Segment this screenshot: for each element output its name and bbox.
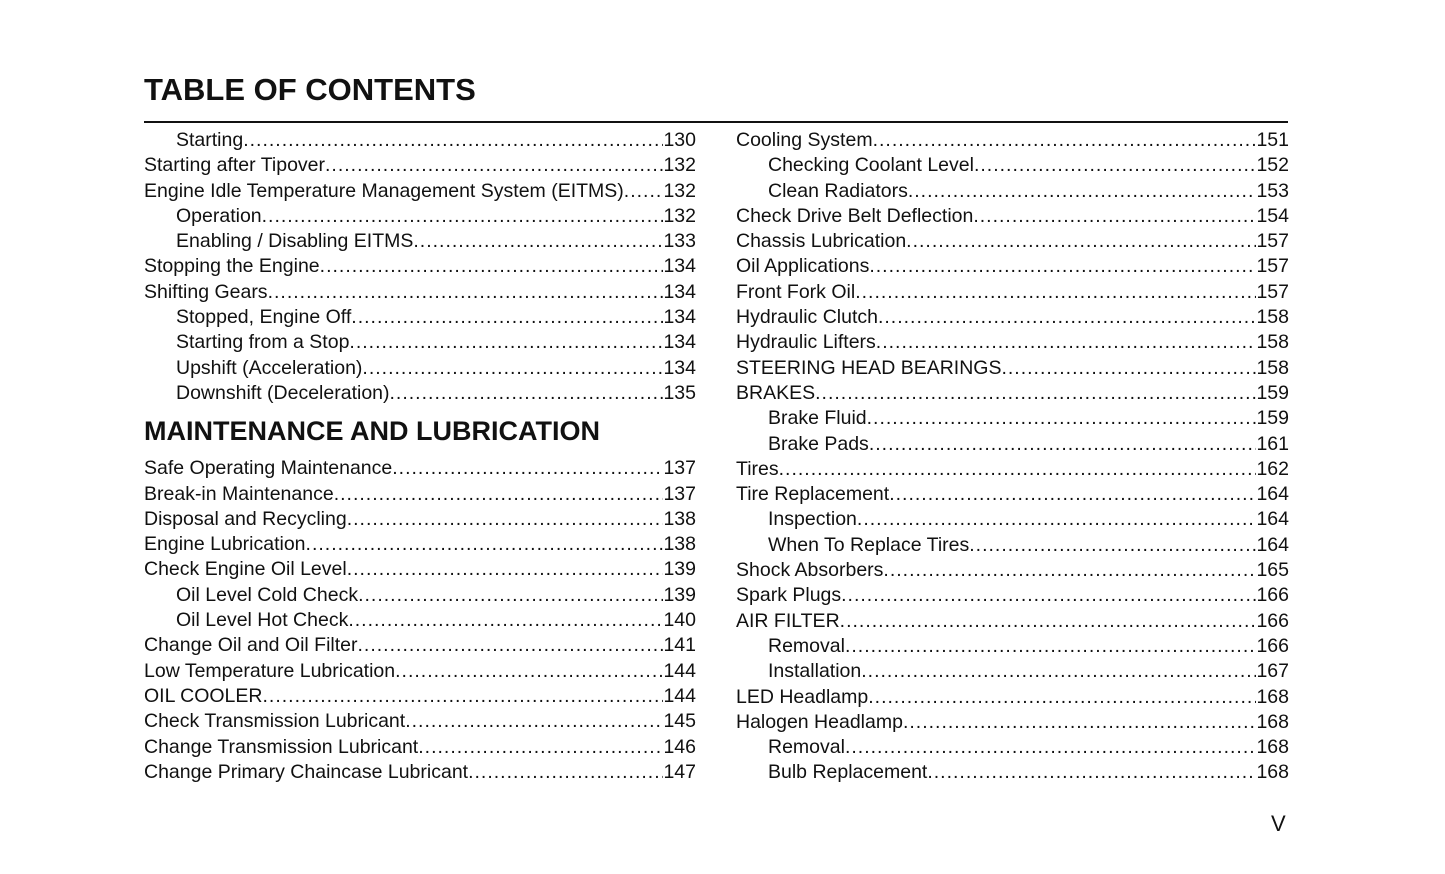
toc-entry-page-number: 162 (1256, 457, 1289, 480)
dot-leader (347, 557, 664, 582)
dot-leader (867, 406, 1257, 431)
toc-entry-label: Oil Applications (736, 255, 870, 278)
dot-leader (974, 153, 1256, 178)
toc-entry[interactable] (736, 381, 1289, 406)
dot-leader (262, 684, 663, 709)
toc-entry[interactable] (144, 254, 696, 279)
dot-leader (349, 330, 663, 355)
toc-entry[interactable] (736, 659, 1289, 684)
toc-entry-label: Front Fork Oil (736, 280, 856, 303)
toc-entry-page-number: 137 (663, 457, 696, 480)
toc-entry-label: Change Primary Chaincase Lubricant (144, 760, 469, 783)
toc-entry-label: Hydraulic Lifters (736, 331, 876, 354)
toc-entry-page-number: 151 (1256, 129, 1289, 151)
toc-entry-label: Shifting Gears (144, 280, 268, 303)
toc-entry-page-number: 165 (1256, 559, 1289, 582)
toc-entry-page-number: 168 (1256, 761, 1289, 784)
dot-leader (268, 280, 664, 305)
page-number: V (1271, 811, 1286, 836)
toc-entry-label: Halogen Headlamp (736, 710, 903, 733)
toc-entry-page-number: 139 (663, 558, 696, 581)
dot-leader (413, 229, 663, 254)
toc-entry[interactable] (736, 507, 1289, 532)
toc-entry-label: Break-in Maintenance (144, 482, 334, 505)
toc-entry[interactable] (736, 583, 1289, 608)
toc-entry[interactable] (144, 507, 696, 532)
toc-entry-page-number: 152 (1256, 154, 1289, 177)
toc-entry-label: Enabling / Disabling EITMS (176, 230, 414, 253)
toc-left-column (144, 128, 696, 785)
toc-entry[interactable] (736, 229, 1289, 254)
toc-entry-label: Change Oil and Oil Filter (144, 634, 358, 657)
dot-leader (468, 760, 663, 785)
dot-leader (878, 305, 1256, 330)
toc-entry-label: Engine Idle Temperature Management System (EITMS) (144, 179, 624, 202)
toc-entry-label: Removal (768, 736, 845, 759)
toc-entry-page-number: 159 (1256, 407, 1289, 430)
toc-entry-label: Installation (768, 660, 862, 683)
dot-leader (347, 507, 664, 532)
toc-entry[interactable] (144, 305, 696, 330)
toc-entry-page-number: 138 (663, 533, 696, 556)
toc-entry-label: AIR FILTER (736, 609, 840, 632)
dot-leader (348, 608, 663, 633)
toc-entry[interactable] (144, 456, 696, 481)
toc-entry[interactable] (144, 204, 696, 229)
toc-group-maintenance-continued (736, 128, 1289, 786)
toc-entry[interactable] (736, 735, 1289, 760)
toc-entry-label: When To Replace Tires (768, 533, 970, 556)
toc-entry-label: Engine Lubrication (144, 533, 306, 556)
toc-entry-page-number: 157 (1256, 230, 1289, 253)
toc-entry[interactable] (736, 305, 1289, 330)
dot-leader (320, 254, 664, 279)
toc-entry[interactable] (144, 557, 696, 582)
toc-entry-page-number: 157 (1256, 280, 1289, 303)
dot-leader (405, 709, 663, 734)
toc-entry-page-number: 167 (1256, 660, 1289, 683)
toc-entry[interactable] (736, 179, 1289, 204)
toc-entry-label: Starting after Tipover (144, 154, 326, 177)
dot-leader (624, 179, 664, 204)
toc-entry[interactable] (736, 760, 1289, 785)
dot-leader (815, 381, 1256, 406)
toc-entry[interactable] (144, 153, 696, 178)
toc-entry-page-number: 166 (1256, 609, 1289, 632)
toc-entry-label: Check Engine Oil Level (144, 558, 347, 581)
toc-entry-page-number: 144 (663, 684, 696, 707)
dot-leader (868, 685, 1256, 710)
toc-entry[interactable] (144, 330, 696, 355)
toc-entry-page-number: 168 (1256, 736, 1289, 759)
toc-entry-page-number: 158 (1256, 306, 1289, 329)
toc-entry-label: Starting from a Stop (176, 331, 350, 354)
section-heading-maintenance: MAINTENANCE AND LUBRICATION (144, 416, 600, 447)
toc-entry[interactable] (144, 280, 696, 305)
dot-leader (362, 356, 663, 381)
toc-entry-page-number: 132 (663, 204, 696, 227)
toc-entry-page-number: 164 (1256, 508, 1289, 531)
toc-entry-page-number: 159 (1256, 381, 1289, 404)
toc-entry[interactable] (736, 710, 1289, 735)
dot-leader (973, 204, 1256, 229)
dot-leader (906, 229, 1256, 254)
toc-entry[interactable] (144, 356, 696, 381)
toc-entry-label: Clean Radiators (768, 179, 908, 202)
toc-entry-page-number: 147 (663, 760, 696, 783)
toc-entry[interactable] (144, 128, 696, 153)
toc-entry-page-number: 130 (663, 129, 696, 151)
dot-leader (418, 735, 663, 760)
toc-entry-page-number: 138 (663, 507, 696, 530)
toc-entry-label: OIL COOLER (144, 684, 263, 707)
toc-entry[interactable] (144, 709, 696, 734)
toc-entry[interactable] (736, 432, 1289, 457)
dot-leader (395, 659, 663, 684)
toc-entry-label: Starting (176, 129, 244, 151)
toc-entry[interactable] (144, 608, 696, 633)
toc-entry[interactable] (144, 381, 696, 406)
toc-entry[interactable] (144, 229, 696, 254)
toc-entry[interactable] (144, 760, 696, 785)
toc-entry-page-number: 132 (663, 179, 696, 202)
toc-entry-page-number: 154 (1256, 204, 1289, 227)
toc-entry[interactable] (736, 254, 1289, 279)
toc-entry-page-number: 145 (663, 710, 696, 733)
toc-entry[interactable] (736, 128, 1289, 153)
dot-leader (845, 735, 1257, 760)
toc-entry[interactable] (736, 280, 1289, 305)
dot-leader (855, 280, 1256, 305)
toc-entry-label: Bulb Replacement (768, 761, 928, 784)
toc-entry[interactable] (144, 659, 696, 684)
toc-entry-label: Check Drive Belt Deflection (736, 204, 974, 227)
toc-entry[interactable] (144, 633, 696, 658)
toc-entry-label: Downshift (Deceleration) (176, 381, 390, 404)
dot-leader (390, 381, 664, 406)
dot-leader (889, 482, 1256, 507)
dot-leader (1001, 356, 1256, 381)
toc-entry-page-number: 157 (1256, 255, 1289, 278)
toc-entry[interactable] (736, 330, 1289, 355)
toc-entry-label: BRAKES (736, 381, 816, 404)
toc-entry-label: Removal (768, 634, 845, 657)
toc-entry[interactable] (736, 634, 1289, 659)
toc-entry-label: Stopped, Engine Off (176, 306, 352, 329)
dot-leader (334, 482, 664, 507)
toc-entry-label: Brake Fluid (768, 407, 867, 430)
toc-entry-label: Checking Coolant Level (768, 154, 974, 177)
toc-entry[interactable] (736, 609, 1289, 634)
dot-leader (841, 583, 1256, 608)
toc-entry[interactable] (736, 533, 1289, 558)
toc-entry-page-number: 134 (663, 356, 696, 379)
dot-leader (869, 432, 1257, 457)
toc-entry-label: STEERING HEAD BEARINGS (736, 356, 1002, 379)
toc-entry-page-number: 164 (1256, 533, 1289, 556)
toc-entry-page-number: 137 (663, 482, 696, 505)
toc-entry-label: Hydraulic Clutch (736, 306, 878, 329)
toc-entry-page-number: 158 (1256, 331, 1289, 354)
toc-entry-page-number: 141 (663, 634, 696, 657)
toc-entry-label: Oil Level Hot Check (176, 609, 349, 632)
toc-entry-page-number: 134 (663, 331, 696, 354)
toc-entry[interactable] (736, 153, 1289, 178)
toc-entry-label: Chassis Lubrication (736, 230, 907, 253)
dot-leader (869, 254, 1256, 279)
toc-entry-label: Cooling System (736, 129, 873, 151)
toc-group-maintenance (144, 456, 696, 785)
toc-entry-label: Change Transmission Lubricant (144, 735, 419, 758)
dot-leader (903, 710, 1257, 735)
dot-leader (262, 204, 664, 229)
dot-leader (358, 633, 664, 658)
page-title: TABLE OF CONTENTS (144, 72, 476, 107)
toc-entry-page-number: 153 (1256, 179, 1289, 202)
toc-entry-label: Shock Absorbers (736, 559, 884, 582)
toc-entry[interactable] (736, 406, 1289, 431)
toc-entry[interactable] (736, 457, 1289, 482)
toc-entry-label: Upshift (Acceleration) (176, 356, 363, 379)
toc-entry-page-number: 135 (663, 381, 696, 404)
toc-entry[interactable] (736, 685, 1289, 710)
toc-entry-page-number: 134 (663, 255, 696, 278)
toc-entry-label: LED Headlamp (736, 685, 869, 708)
dot-leader (779, 457, 1257, 482)
toc-group-operation (144, 128, 696, 406)
dot-leader (857, 507, 1257, 532)
toc-entry-page-number: 166 (1256, 634, 1289, 657)
title-divider (144, 121, 1288, 123)
toc-entry-label: Oil Level Cold Check (176, 583, 359, 606)
dot-leader (883, 558, 1256, 583)
toc-entry-page-number: 134 (663, 306, 696, 329)
toc-entry-page-number: 158 (1256, 356, 1289, 379)
dot-leader (306, 532, 664, 557)
toc-entry-page-number: 133 (663, 230, 696, 253)
toc-entry[interactable] (144, 482, 696, 507)
dot-leader (358, 583, 663, 608)
toc-entry-label: Safe Operating Maintenance (144, 457, 393, 480)
dot-leader (325, 153, 663, 178)
toc-entry[interactable] (144, 684, 696, 709)
dot-leader (908, 179, 1257, 204)
toc-entry-page-number: 168 (1256, 710, 1289, 733)
toc-entry-page-number: 139 (663, 583, 696, 606)
toc-entry[interactable] (144, 179, 696, 204)
toc-entry-label: Operation (176, 204, 262, 227)
toc-entry-page-number: 140 (663, 609, 696, 632)
toc-entry-label: Spark Plugs (736, 584, 842, 607)
toc-entry[interactable] (144, 532, 696, 557)
dot-leader (243, 128, 663, 153)
dot-leader (840, 609, 1257, 634)
toc-right-column (736, 128, 1289, 786)
dot-leader (876, 330, 1257, 355)
toc-entry[interactable] (736, 558, 1289, 583)
toc-entry-page-number: 146 (663, 735, 696, 758)
toc-entry-page-number: 166 (1256, 584, 1289, 607)
toc-entry-label: Inspection (768, 508, 857, 531)
toc-entry-page-number: 132 (663, 154, 696, 177)
toc-entry-page-number: 134 (663, 280, 696, 303)
dot-leader (351, 305, 663, 330)
toc-entry-label: Disposal and Recycling (144, 507, 347, 530)
dot-leader (392, 456, 663, 481)
toc-entry-page-number: 161 (1256, 432, 1289, 455)
dot-leader (969, 533, 1256, 558)
toc-entry-page-number: 168 (1256, 685, 1289, 708)
dot-leader (927, 760, 1256, 785)
dot-leader (873, 128, 1257, 153)
toc-entry[interactable] (736, 482, 1289, 507)
toc-entry-label: Tires (736, 457, 779, 480)
toc-entry-label: Low Temperature Lubrication (144, 659, 396, 682)
dot-leader (845, 634, 1257, 659)
toc-entry-page-number: 144 (663, 659, 696, 682)
toc-entry[interactable] (736, 204, 1289, 229)
toc-entry[interactable] (144, 583, 696, 608)
toc-entry-label: Stopping the Engine (144, 255, 320, 278)
toc-entry-label: Tire Replacement (736, 483, 890, 506)
toc-entry[interactable] (736, 356, 1289, 381)
toc-entry-page-number: 164 (1256, 483, 1289, 506)
toc-entry-label: Check Transmission Lubricant (144, 710, 406, 733)
toc-entry-label: Brake Pads (768, 432, 869, 455)
toc-entry[interactable] (144, 735, 696, 760)
dot-leader (861, 659, 1256, 684)
